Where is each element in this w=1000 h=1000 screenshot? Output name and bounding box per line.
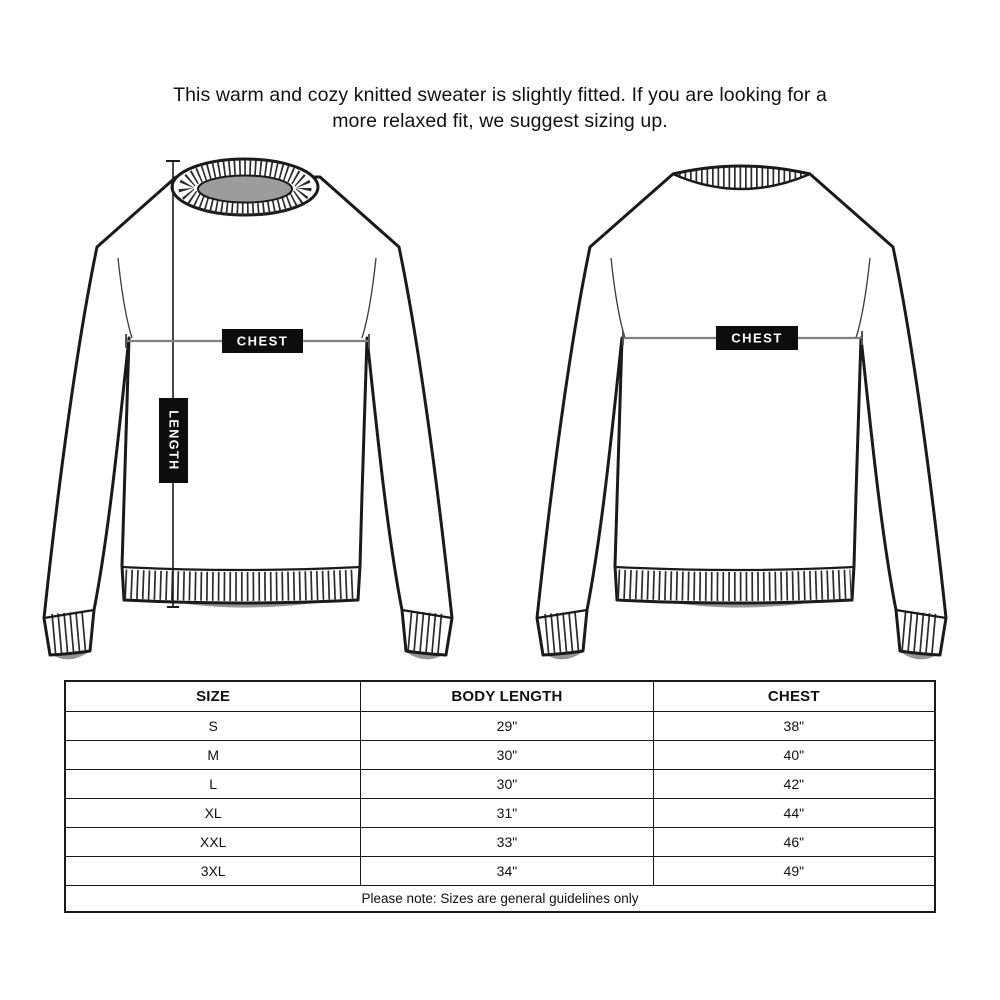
header-chest: CHEST xyxy=(653,681,935,712)
cell-chest: 44" xyxy=(653,799,935,828)
table-row xyxy=(65,770,935,799)
length-label: LENGTH xyxy=(166,410,181,471)
size-table-header-row xyxy=(65,681,935,712)
cell-chest: 46" xyxy=(653,828,935,857)
cell-body-length: 30" xyxy=(361,770,653,799)
intro-text xyxy=(0,82,1000,134)
cell-body-length: 34" xyxy=(361,857,653,886)
cell-body-length: 29" xyxy=(361,712,653,741)
table-row xyxy=(65,828,935,857)
cell-size: S xyxy=(65,712,361,741)
cell-size: XXL xyxy=(65,828,361,857)
header-body-length: BODY LENGTH xyxy=(361,681,653,712)
cell-size: 3XL xyxy=(65,857,361,886)
table-row xyxy=(65,712,935,741)
sweater-front-illustration xyxy=(28,148,488,663)
table-note-row xyxy=(65,886,935,913)
sweater-back-illustration xyxy=(518,148,978,663)
table-row xyxy=(65,741,935,770)
cell-body-length: 33" xyxy=(361,828,653,857)
table-row xyxy=(65,857,935,886)
front-chest-label: CHEST xyxy=(236,333,289,349)
intro-line-2: more relaxed fit, we suggest sizing up. xyxy=(332,110,668,132)
table-note: Please note: Sizes are general guidelines only xyxy=(65,886,935,913)
header-size: SIZE xyxy=(65,681,361,712)
back-chest-label: CHEST xyxy=(731,330,783,346)
front-collar-opening xyxy=(198,176,292,203)
size-table-section xyxy=(64,680,936,913)
cell-body-length: 31" xyxy=(361,799,653,828)
cell-chest: 40" xyxy=(653,741,935,770)
intro-line-1: This warm and cozy knitted sweater is slightly fitted. If you are looking for a xyxy=(173,84,827,106)
cell-size: XL xyxy=(65,799,361,828)
cell-size: L xyxy=(65,770,361,799)
cell-chest: 42" xyxy=(653,770,935,799)
cell-size: M xyxy=(65,741,361,770)
cell-body-length: 30" xyxy=(361,741,653,770)
cell-chest: 49" xyxy=(653,857,935,886)
cell-chest: 38" xyxy=(653,712,935,741)
size-table xyxy=(64,680,936,913)
back-hem-ribbing xyxy=(618,584,851,587)
back-body-outline xyxy=(537,167,946,655)
table-row xyxy=(65,799,935,828)
